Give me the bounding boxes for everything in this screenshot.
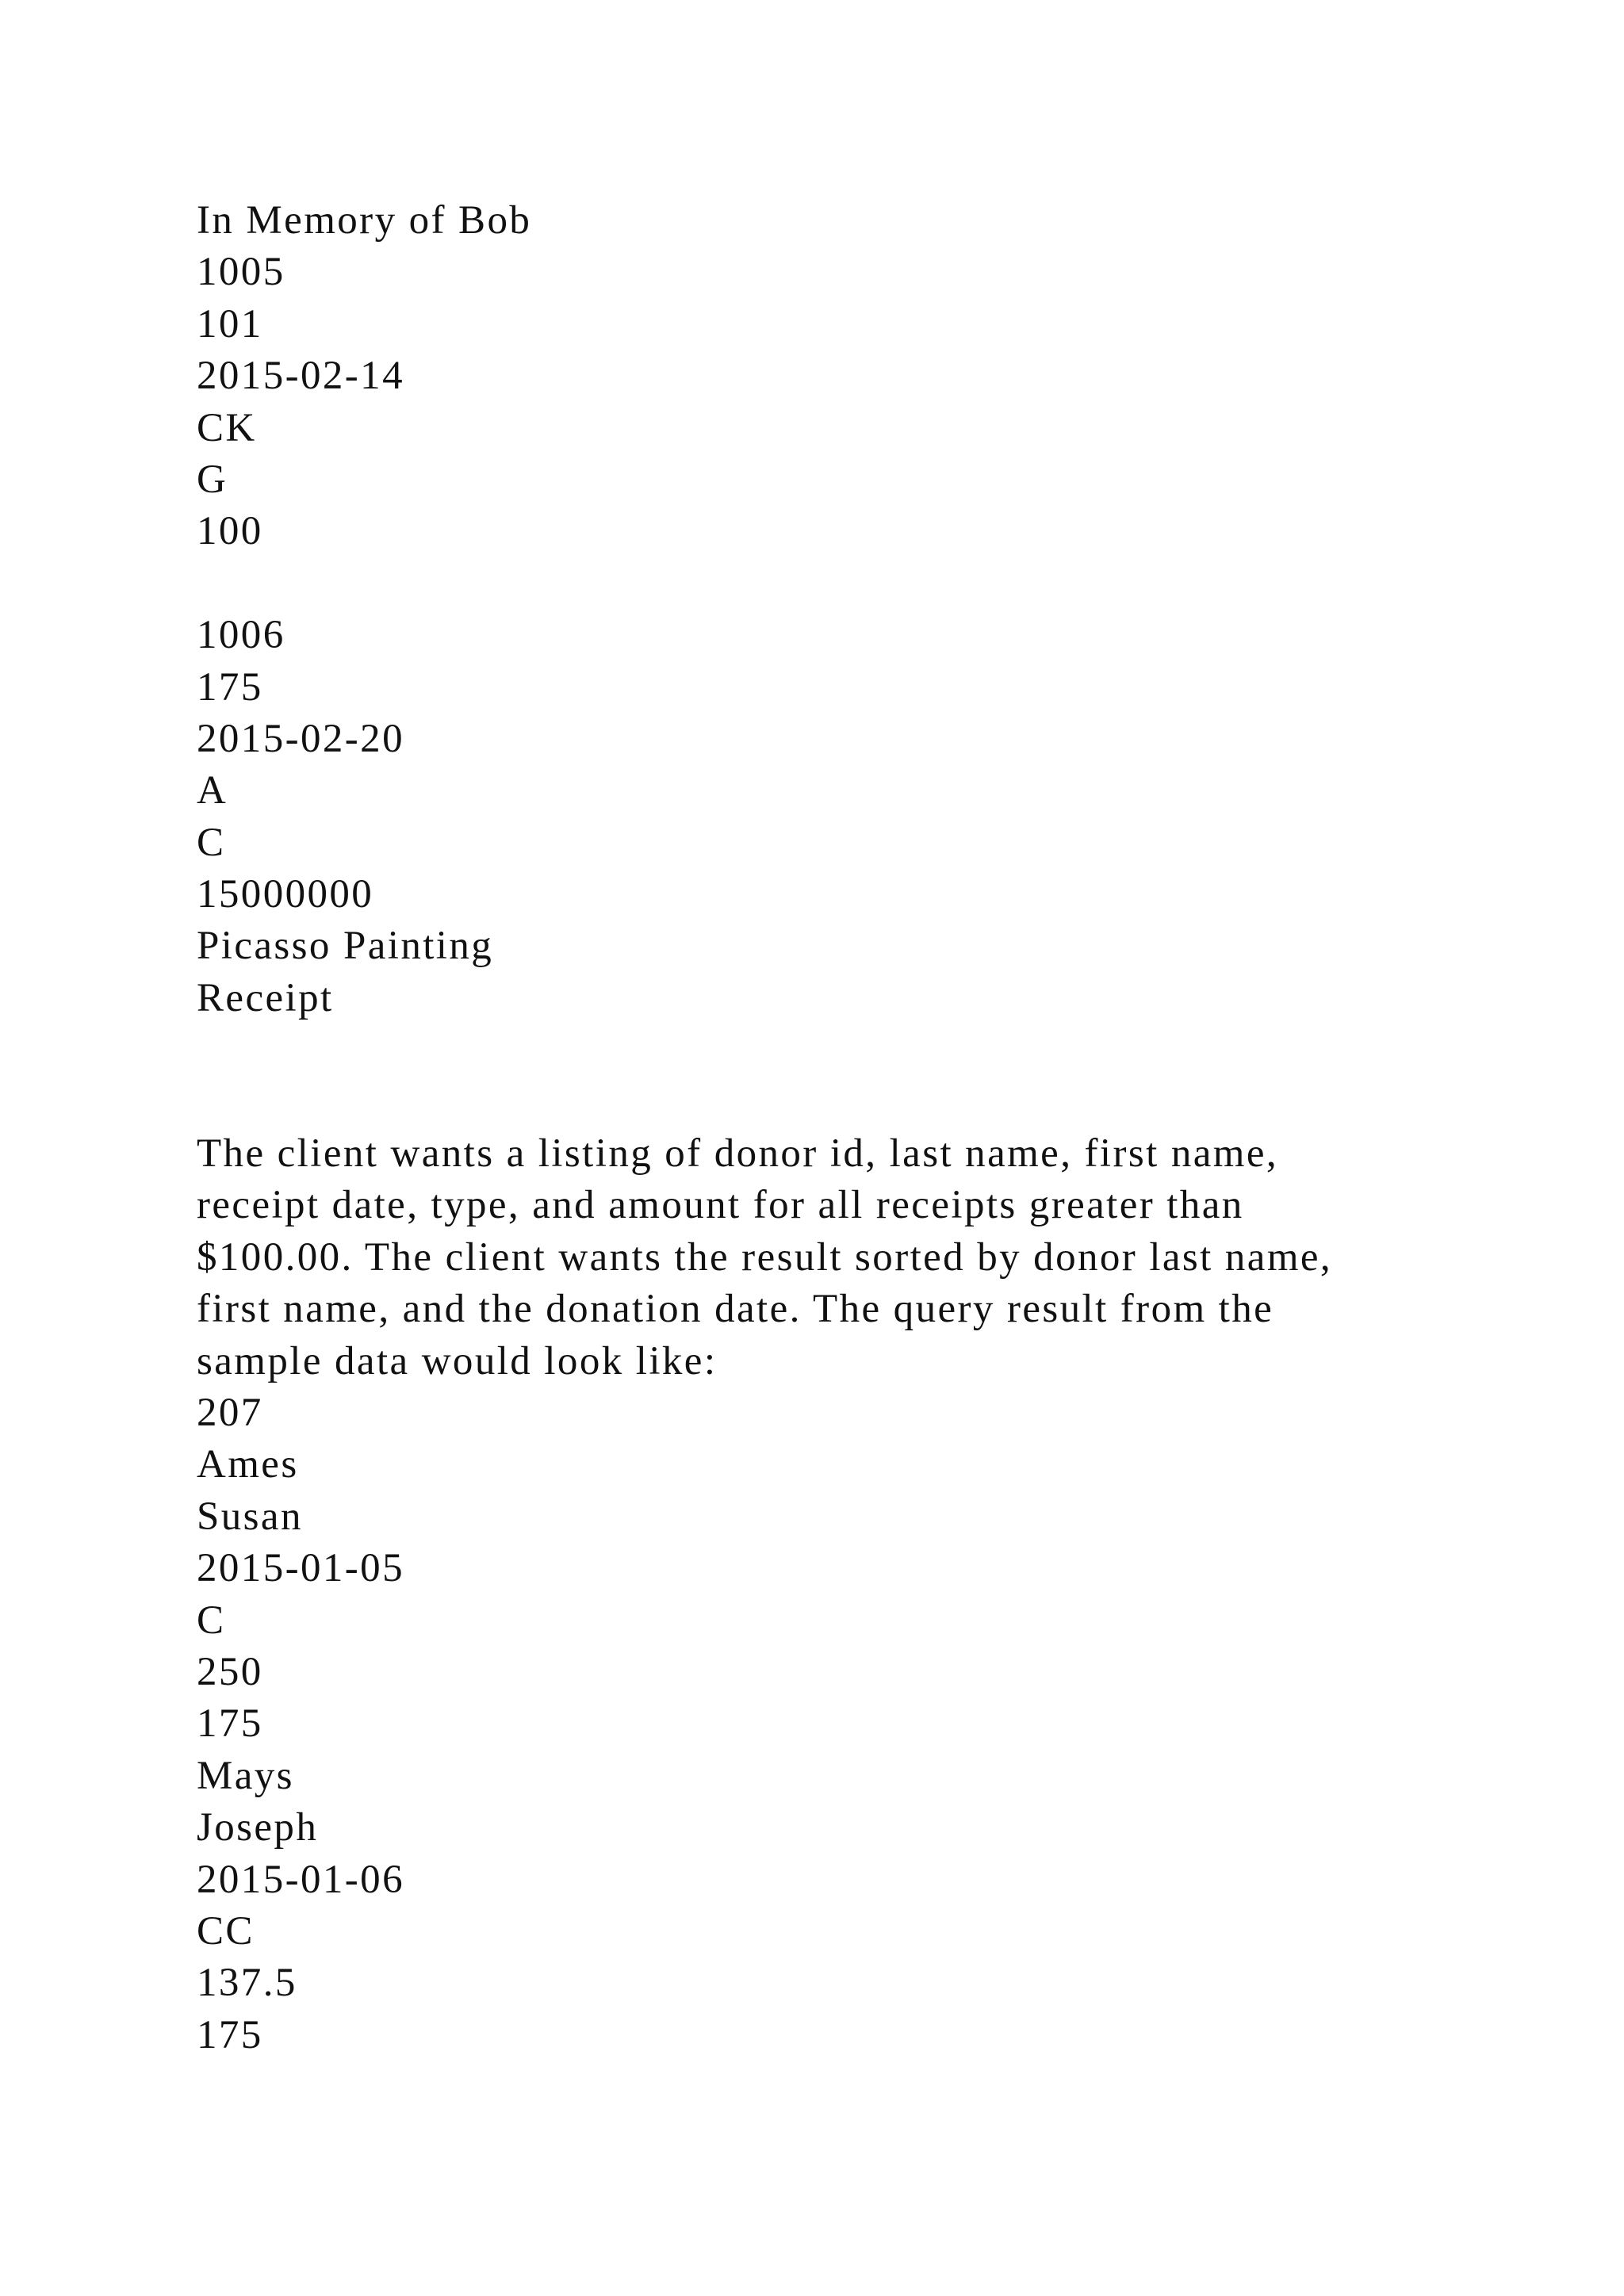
paragraph-line-4: first name, and the donation date. The query result from the <box>197 1287 1274 1332</box>
record2-donor-id: 175 <box>197 664 263 710</box>
record1-method: CK <box>197 405 257 450</box>
record2-receipt-id: 1006 <box>197 613 285 658</box>
result1-donor-id: 207 <box>197 1390 263 1435</box>
paragraph-line-3: $100.00. The client wants the result sorted by donor last name, <box>197 1234 1333 1280</box>
result1-last-name: Ames <box>197 1442 299 1487</box>
paragraph-line-5: sample data would look like: <box>197 1338 718 1383</box>
result1-type: C <box>197 1598 226 1643</box>
blank-line <box>197 1024 1497 1076</box>
record1-amount: 100 <box>197 509 263 554</box>
result2-amount: 137.5 <box>197 1961 297 2006</box>
record1-receipt-id: 1005 <box>197 250 285 295</box>
document-body <box>197 195 1497 2061</box>
record1-note: In Memory of Bob <box>197 198 532 243</box>
trailing-donor-id: 175 <box>197 2012 263 2057</box>
paragraph-line-2: receipt date, type, and amount for all receipts greater than <box>197 1183 1244 1228</box>
blank-line <box>197 1077 1497 1128</box>
record2-date: 2015-02-20 <box>197 716 404 761</box>
result1-first-name: Susan <box>197 1494 303 1539</box>
record1-donor-id: 101 <box>197 301 263 346</box>
paragraph-line-1: The client wants a listing of donor id, last name, first name, <box>197 1131 1279 1177</box>
result2-first-name: Joseph <box>197 1805 319 1850</box>
result1-date: 2015-01-05 <box>197 1546 404 1591</box>
record2-note: Receipt <box>197 975 334 1020</box>
result2-last-name: Mays <box>197 1753 294 1798</box>
result2-donor-id: 175 <box>197 1701 263 1747</box>
record2-method: A <box>197 768 228 813</box>
record2-description: Picasso Painting <box>197 924 494 969</box>
blank-line <box>197 558 1497 610</box>
result2-type: CC <box>197 1908 255 1954</box>
record2-type: C <box>197 820 226 865</box>
result1-amount: 250 <box>197 1649 263 1694</box>
result2-date: 2015-01-06 <box>197 1857 404 1902</box>
record2-amount: 15000000 <box>197 872 374 917</box>
record1-date: 2015-02-14 <box>197 354 404 399</box>
record1-type: G <box>197 457 228 502</box>
